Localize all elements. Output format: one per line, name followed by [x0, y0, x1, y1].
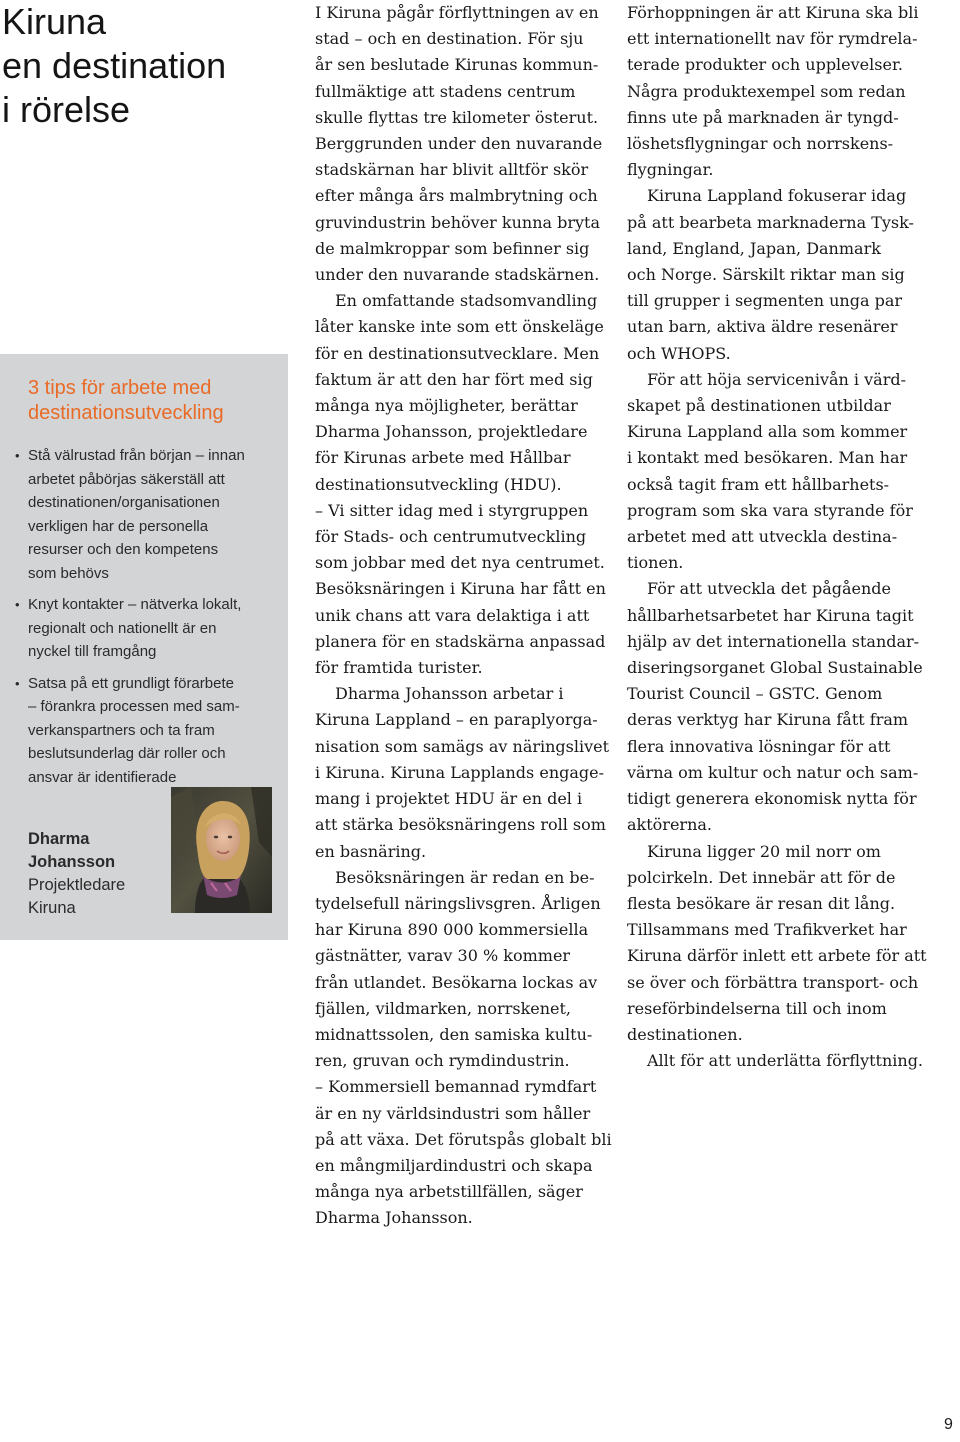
article-line: Förhoppningen är att Kiruna ska bli — [627, 3, 919, 22]
article-line: program som ska vara styrande för — [627, 500, 913, 520]
article-line: till grupper i segmenten unga par — [627, 291, 903, 311]
tip-line: Stå välrustad från början – innan — [28, 447, 245, 464]
article-column-1 — [315, 0, 617, 1232]
article-line: För att höja servicenivån i värd- — [647, 369, 906, 389]
article-line: finns ute på marknaden är tyngd- — [627, 107, 899, 127]
article-line: på att växa. Det förutspås globalt bli — [315, 1129, 612, 1149]
page-headline — [2, 0, 292, 132]
article-line: Kiruna ligger 20 mil norr om — [647, 841, 881, 861]
bullet-icon: • — [15, 448, 20, 463]
article-line: Kiruna därför inlett ett arbete för att — [627, 946, 927, 966]
article-line: Berggrunden under den nuvarande — [315, 134, 603, 154]
article-line: låter kanske inte som ett önskeläge — [315, 317, 604, 337]
article-line: har Kiruna 890 000 kommersiella — [315, 920, 589, 940]
article-line: Besöksnäringen i Kiruna har fått en — [315, 579, 606, 599]
headline-line: i rörelse — [2, 89, 131, 130]
tip-line: ansvar är identifierade — [28, 768, 177, 786]
tip-line: Satsa på ett grundligt förarbete — [28, 674, 234, 692]
article-paragraph — [315, 865, 617, 1232]
article-line: reseförbindelserna till och inom — [627, 998, 887, 1018]
article-paragraph — [315, 0, 617, 288]
article-line: faktum är att den har fört med sig — [315, 369, 593, 389]
article-line: ett internationellt nav för rymdrela- — [627, 29, 918, 49]
headline-line: Kiruna — [2, 1, 107, 42]
article-line: stadskärnan har blivit alltför skör — [315, 160, 589, 180]
article-line: löshetsflygningar och norrskens- — [627, 134, 894, 154]
article-line: en mångmiljardindustri och skapa — [315, 1155, 593, 1175]
tip-line: resurser och den kompetens — [28, 541, 219, 558]
article-line: En omfattande stadsomvandling — [335, 291, 598, 311]
article-line: många nya arbetstillfällen, säger — [315, 1182, 583, 1202]
tip-line: destinationen/organisationen — [28, 494, 220, 511]
article-line: gästnätter, varav 30 % kommer — [315, 946, 571, 966]
article-line: gruvindustrin behöver kunna bryta — [315, 212, 601, 232]
tips-title-line: destinationsutveckling — [28, 402, 224, 424]
article-paragraph — [627, 839, 937, 1049]
tip-line: regionalt och nationellt är en — [28, 619, 217, 637]
profile-photo — [171, 787, 272, 913]
article-line: terade produkter och upplevelser. — [627, 55, 903, 75]
tips-title-line: 3 tips för arbete med — [28, 377, 212, 399]
tip-item — [12, 593, 284, 664]
tip-line: Knyt kontakter – nätverka lokalt, — [28, 596, 242, 613]
article-line: fjällen, vildmarken, norrskenet, — [315, 998, 572, 1018]
article-line: Några produktexempel som redan — [627, 81, 906, 101]
headline-line: en destination — [2, 45, 227, 86]
article-line: Dharma Johansson, projektledare — [315, 422, 588, 442]
article-line: – Kommersiell bemannad rymdfart — [315, 1077, 597, 1097]
article-line: Tourist Council – GSTC. Genom — [627, 684, 883, 704]
page-number: 9 — [944, 1416, 953, 1433]
article-line: från utlandet. Besökarna lockas av — [315, 972, 598, 992]
article-line: på att bearbeta marknaderna Tysk- — [627, 212, 914, 232]
article-column-2 — [627, 0, 937, 1074]
article-line: efter många års malmbrytning och — [315, 186, 598, 206]
article-line: flesta besökare är resan dit lång. — [627, 893, 896, 913]
article-line: unik chans att vara delaktiga i att — [315, 605, 590, 625]
article-line: Allt för att underlätta förflyttning. — [647, 1051, 924, 1071]
article-line: mang i projektet HDU är en del i — [315, 789, 583, 809]
tip-line: – förankra processen med sam- — [28, 698, 240, 715]
article-line: aktörerna. — [627, 815, 712, 835]
article-line: i Kiruna. Kiruna Lapplands engage- — [315, 762, 605, 782]
profile-caption — [28, 828, 125, 920]
article-line: Kiruna Lappland fokuserar idag — [647, 186, 907, 206]
article-line: för Stads- och centrumutveckling — [315, 527, 587, 547]
article-line: flera innovativa lösningar för att — [627, 736, 891, 756]
article-line: skapet på destinationen utbildar — [627, 396, 891, 416]
article-line: under den nuvarande stadskärnen. — [315, 265, 600, 285]
article-line: fullmäktige att stadens centrum — [315, 81, 576, 101]
tips-list — [12, 444, 284, 797]
article-line: deras verktyg har Kiruna fått fram — [627, 710, 909, 730]
article-line: för framtida turister. — [315, 658, 483, 678]
article-line: arbetet med att utveckla destina- — [627, 527, 898, 547]
tip-line: som behövs — [28, 564, 109, 582]
article-line: att stärka besöksnäringens roll som — [315, 815, 606, 835]
article-line: också tagit fram ett hållbarhets- — [627, 474, 890, 494]
article-line: hållbarhetsarbetet har Kiruna tagit — [627, 605, 914, 625]
article-line: tidigt generera ekonomisk nytta för — [627, 789, 917, 809]
article-line: destinationen. — [627, 1024, 743, 1044]
tip-item — [12, 444, 284, 585]
article-paragraph — [627, 0, 937, 183]
profile-name-line: Dharma — [28, 830, 90, 848]
article-line: – Vi sitter idag med i styrgruppen — [315, 500, 589, 520]
article-line: midnattssolen, den samiska kultu- — [315, 1024, 593, 1044]
article-paragraph — [315, 681, 617, 864]
tip-line: arbetet påbörjas säkerställ att — [28, 470, 225, 488]
article-line: utan barn, aktiva äldre resenärer — [627, 317, 898, 337]
article-paragraph — [627, 183, 937, 366]
article-line: destinationsutveckling (HDU). — [315, 474, 562, 494]
bullet-icon: • — [15, 597, 20, 612]
article-line: värna om kultur och natur och sam- — [627, 762, 919, 782]
article-line: och WHOPS. — [627, 343, 731, 363]
article-line: tydelsefull näringslivsgren. Årligen — [315, 893, 601, 913]
article-line: polcirkeln. Det innebär att för de — [627, 867, 896, 887]
tip-line: verkanspartners och ta fram — [28, 721, 215, 739]
article-line: de malmkroppar som befinner sig — [315, 238, 590, 258]
profile-place: Kiruna — [28, 899, 76, 917]
article-line: flygningar. — [627, 160, 714, 180]
article-paragraph — [627, 1048, 937, 1074]
article-line: många nya möjligheter, berättar — [315, 396, 578, 416]
article-line: För att utveckla det pågående — [647, 579, 891, 599]
bullet-icon: • — [15, 675, 20, 691]
article-line: diseringsorganet Global Sustainable — [627, 658, 923, 678]
article-line: tionen. — [627, 553, 684, 573]
article-line: se över och förbättra transport- och — [627, 972, 919, 992]
article-line: nisation som samägs av näringslivet — [315, 736, 610, 756]
article-line: och Norge. Särskilt riktar man sig — [627, 265, 905, 285]
article-paragraph — [315, 288, 617, 681]
profile-role: Projektledare — [28, 876, 126, 894]
article-paragraph — [627, 576, 937, 838]
article-line: för Kirunas arbete med Hållbar — [315, 448, 571, 468]
article-line: skulle flyttas tre kilometer österut. — [315, 107, 599, 127]
article-line: ren, gruvan och rymdindustrin. — [315, 1051, 570, 1071]
article-line: land, England, Japan, Danmark — [627, 238, 881, 258]
article-line: hjälp av det internationella standar- — [627, 631, 920, 651]
article-line: en basnäring. — [315, 841, 427, 861]
article-line: år sen beslutade Kirunas kommun- — [315, 55, 599, 75]
article-line: som jobbar med det nya centrumet. — [315, 553, 605, 573]
article-line: Besöksnäringen är redan en be- — [335, 867, 595, 887]
profile-name-line: Johansson — [28, 853, 116, 871]
article-line: Tillsammans med Trafikverket har — [627, 920, 907, 940]
tips-sidebar — [0, 354, 288, 940]
article-line: i kontakt med besökaren. Man har — [627, 448, 908, 468]
tip-line: nyckel till framgång — [28, 643, 157, 660]
article-line: Kiruna Lappland alla som kommer — [627, 422, 908, 442]
tip-item — [12, 672, 284, 790]
article-line: är en ny världsindustri som håller — [315, 1103, 591, 1123]
tip-line: verkligen har de personella — [28, 517, 209, 535]
article-line: stad – och en destination. För sju — [315, 29, 584, 49]
article-paragraph — [627, 367, 937, 577]
article-line: Dharma Johansson. — [315, 1208, 473, 1228]
article-line: Dharma Johansson arbetar i — [335, 684, 564, 704]
article-line: I Kiruna pågår förflyttningen av en — [315, 3, 599, 22]
tip-line: beslutsunderlag där roller och — [28, 745, 226, 762]
article-line: för en destinationsutvecklare. Men — [315, 343, 600, 363]
tips-title — [28, 376, 278, 426]
article-line: planera för en stadskärna anpassad — [315, 631, 606, 651]
article-line: Kiruna Lappland – en paraplyorga- — [315, 710, 598, 730]
